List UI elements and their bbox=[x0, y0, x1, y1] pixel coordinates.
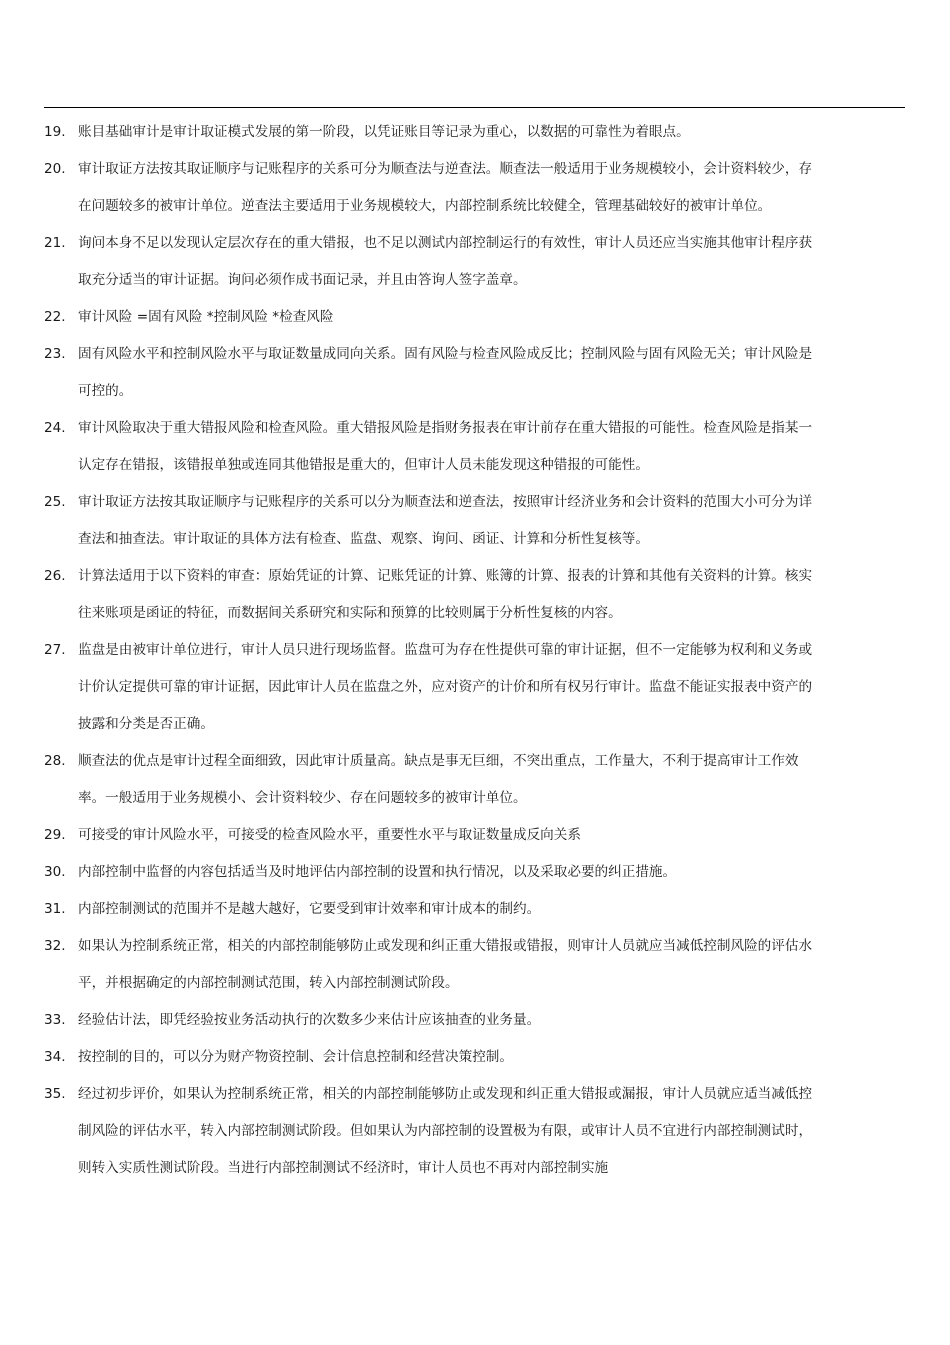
list-item bbox=[44, 299, 814, 336]
item-text: 审计取证方法按其取证顺序与记账程序的关系可以分为顺查法和逆查法，按照审计经济业务和会计资料的范围大小可分为详查法和抽查法。审计取证的具体方法有检查、监盘、观察、询问、函证、计算和分析性复核等。 bbox=[78, 494, 813, 547]
list-item bbox=[44, 817, 814, 854]
item-number: 32. bbox=[44, 938, 66, 954]
item-number: 34. bbox=[44, 1049, 66, 1065]
item-number: 20. bbox=[44, 161, 66, 177]
item-number: 27. bbox=[44, 642, 66, 658]
header-rule bbox=[44, 107, 905, 108]
item-text: 如果认为控制系统正常，相关的内部控制能够防止或发现和纠正重大错报或错报，则审计人员就应当减低控制风险的评估水平，并根据确定的内部控制测试范围，转入内部控制测试阶段。 bbox=[78, 938, 813, 991]
item-number: 24. bbox=[44, 420, 66, 436]
list-item bbox=[44, 1039, 814, 1076]
item-number: 22. bbox=[44, 309, 66, 325]
list-item bbox=[44, 928, 814, 1002]
item-number: 35. bbox=[44, 1086, 66, 1102]
list-item bbox=[44, 891, 814, 928]
item-text: 内部控制测试的范围并不是越大越好，它要受到审计效率和审计成本的制约。 bbox=[78, 901, 541, 917]
item-text: 账目基础审计是审计取证模式发展的第一阶段，以凭证账目等记录为重心，以数据的可靠性为着眼点。 bbox=[78, 124, 690, 140]
item-text: 计算法适用于以下资料的审查：原始凭证的计算、记账凭证的计算、账簿的计算、报表的计算和其他有关资料的计算。核实往来账项是函证的特征，而数据间关系研究和实际和预算的比较则属于分析性复核的内容。 bbox=[78, 568, 813, 621]
item-number: 26. bbox=[44, 568, 66, 584]
list-item bbox=[44, 410, 814, 484]
item-text: 审计风险取决于重大错报风险和检查风险。重大错报风险是指财务报表在审计前存在重大错报的可能性。检查风险是指某一认定存在错报，该错报单独或连同其他错报是重大的，但审计人员未能发现这种错报的可能性。 bbox=[78, 420, 813, 473]
item-number: 23. bbox=[44, 346, 66, 362]
list-item bbox=[44, 558, 814, 632]
list-item bbox=[44, 225, 814, 299]
item-text: 询问本身不足以发现认定层次存在的重大错报，也不足以测试内部控制运行的有效性，审计人员还应当实施其他审计程序获取充分适当的审计证据。询问必须作成书面记录，并且由答询人签字盖章。 bbox=[78, 235, 813, 288]
list-item bbox=[44, 484, 814, 558]
list-item bbox=[44, 1002, 814, 1039]
list-item bbox=[44, 151, 814, 225]
item-number: 30. bbox=[44, 864, 66, 880]
list-item bbox=[44, 114, 814, 151]
item-number: 29. bbox=[44, 827, 66, 843]
list-item bbox=[44, 336, 814, 410]
list-item bbox=[44, 854, 814, 891]
item-text: 监盘是由被审计单位进行，审计人员只进行现场监督。监盘可为存在性提供可靠的审计证据，但不一定能够为权利和义务或计价认定提供可靠的审计证据，因此审计人员在监盘之外，应对资产的计价和所有权另行审计。监盘不能证实报表中资产的披露和分类是否正确。 bbox=[78, 642, 813, 732]
item-text: 可接受的审计风险水平，可接受的检查风险水平，重要性水平与取证数量成反向关系 bbox=[78, 827, 581, 843]
item-text: 按控制的目的，可以分为财产物资控制、会计信息控制和经营决策控制。 bbox=[78, 1049, 513, 1065]
item-text: 审计风险 =固有风险 *控制风险 *检查风险 bbox=[78, 309, 334, 325]
list-item bbox=[44, 743, 814, 817]
item-text: 顺查法的优点是审计过程全面细致，因此审计质量高。缺点是事无巨细，不突出重点，工作量大，不利于提高审计工作效率。一般适用于业务规模小、会计资料较少、存在问题较多的被审计单位。 bbox=[78, 753, 799, 806]
numbered-list bbox=[44, 114, 814, 1187]
item-text: 内部控制中监督的内容包括适当及时地评估内部控制的设置和执行情况，以及采取必要的纠正措施。 bbox=[78, 864, 677, 880]
item-text: 经过初步评价，如果认为控制系统正常，相关的内部控制能够防止或发现和纠正重大错报或漏报，审计人员就应适当减低控制风险的评估水平，转入内部控制测试阶段。但如果认为内部控制的设置极为有限，或审计人员不宜进行内部控制测试时，则转入实质性测试阶段。当进行内部控制测试不经济时，审计人员也不再对内部控制实施 bbox=[78, 1086, 813, 1176]
item-number: 28. bbox=[44, 753, 66, 769]
item-number: 21. bbox=[44, 235, 66, 251]
item-text: 固有风险水平和控制风险水平与取证数量成同向关系。固有风险与检查风险成反比；控制风险与固有风险无关；审计风险是可控的。 bbox=[78, 346, 813, 399]
item-number: 33. bbox=[44, 1012, 66, 1028]
list-item bbox=[44, 1076, 814, 1187]
item-number: 25. bbox=[44, 494, 66, 510]
list-item bbox=[44, 632, 814, 743]
item-text: 审计取证方法按其取证顺序与记账程序的关系可分为顺查法与逆查法。顺查法一般适用于业务规模较小，会计资料较少，存在问题较多的被审计单位。逆查法主要适用于业务规模较大，内部控制系统比较健全，管理基础较好的被审计单位。 bbox=[78, 161, 813, 214]
item-number: 19. bbox=[44, 124, 66, 140]
item-number: 31. bbox=[44, 901, 66, 917]
item-text: 经验估计法，即凭经验按业务活动执行的次数多少来估计应该抽查的业务量。 bbox=[78, 1012, 541, 1028]
